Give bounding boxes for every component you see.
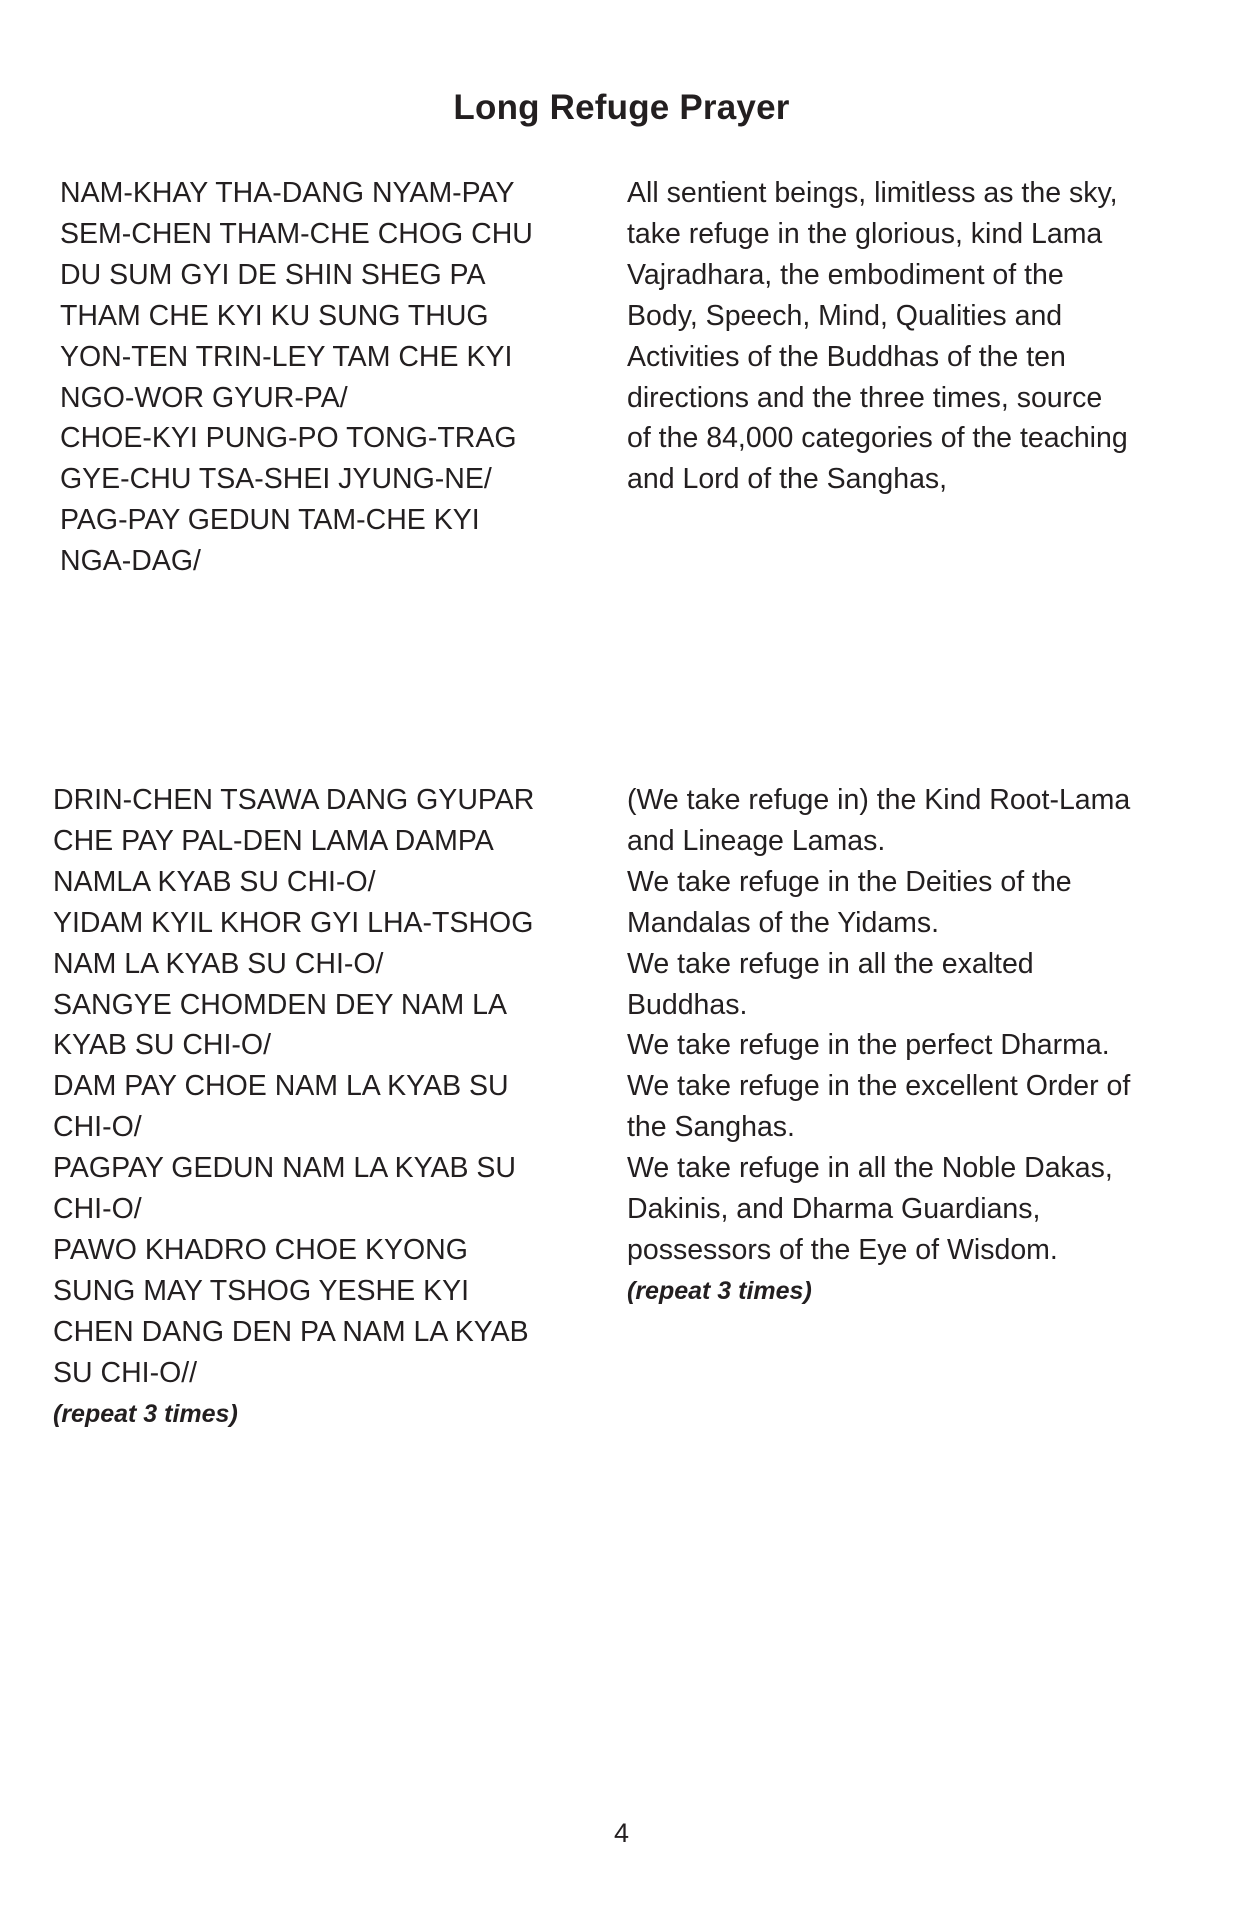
prayer-line: NGA-DAG/ [60,545,201,578]
prayer-line: NAM-KHAY THA-DANG NYAM-PAY [60,177,515,209]
prayer-line: Buddhas. [627,988,748,1021]
prayer-line: and Lord of the Sanghas, [627,463,948,496]
prayer-line: CHOE-KYI PUNG-PO TONG-TRAG [60,422,517,455]
prayer-line: We take refuge in all the exalted [627,947,1034,980]
prayer-line: and Lineage Lamas. [627,824,886,857]
prayer-line: PAG-PAY GEDUN TAM-CHE KYI [60,504,480,537]
prayer-line: SANGYE CHOMDEN DEY NAM LA [53,988,507,1021]
prayer-line: PAWO KHADRO CHOE KYONG [53,1233,468,1266]
prayer-line: Vajradhara, the embodiment of the [627,258,1064,291]
repeat-note: (repeat 3 times) [627,1276,812,1305]
prayer-line: We take refuge in the Deities of the [627,865,1072,898]
prayer-line: KYAB SU CHI-O/ [53,1029,272,1062]
prayer-line: the Sanghas. [627,1111,795,1144]
prayer-line: DU SUM GYI DE SHIN SHEG PA [60,258,486,291]
prayer-line: DAM PAY CHOE NAM LA KYAB SU [53,1070,509,1103]
prayer-line: Activities of the Buddhas of the ten [627,340,1066,373]
prayer-line: THAM CHE KYI KU SUNG THUG [60,299,489,332]
section2-tibetan-column [53,780,534,1434]
prayer-line: CHI-O/ [53,1111,142,1144]
prayer-line: Dakinis, and Dharma Guardians, [627,1193,1041,1226]
prayer-line: NGO-WOR GYUR-PA/ [60,381,348,414]
page-number: 4 [613,1818,630,1848]
prayer-line: PAGPAY GEDUN NAM LA KYAB SU [53,1152,516,1185]
prayer-line: SEM-CHEN THAM-CHE CHOG CHU [60,217,533,250]
prayer-line: All sentient beings, limitless as the sky, [627,177,1118,209]
prayer-line: YIDAM KYIL KHOR GYI LHA-TSHOG [53,906,534,939]
prayer-line: Body, Speech, Mind, Qualities and [627,299,1063,332]
section1-tibetan-column [60,173,533,582]
prayer-line: NAM LA KYAB SU CHI-O/ [53,947,384,980]
prayer-line: of the 84,000 categories of the teaching [627,422,1128,455]
prayer-line: CHEN DANG DEN PA NAM LA KYAB [53,1315,529,1348]
prayer-line: CHE PAY PAL-DEN LAMA DAMPA [53,824,494,857]
prayer-line: CHI-O/ [53,1193,142,1226]
prayer-line: directions and the three times, source [627,381,1103,414]
prayer-line: GYE-CHU TSA-SHEI JYUNG-NE/ [60,463,492,496]
prayer-line: (We take refuge in) the Kind Root-Lama [627,784,1131,816]
section2-english-column [627,780,1130,1311]
section1-english-column [627,173,1128,500]
prayer-line: possessors of the Eye of Wisdom. [627,1233,1058,1266]
prayer-line: We take refuge in the perfect Dharma. [627,1029,1110,1062]
prayer-line: take refuge in the glorious, kind Lama [627,217,1103,250]
prayer-line: SUNG MAY TSHOG YESHE KYI [53,1274,470,1307]
prayer-line: We take refuge in the excellent Order of [627,1070,1131,1103]
page-title: Long Refuge Prayer [453,88,790,127]
prayer-line: NAMLA KYAB SU CHI-O/ [53,865,376,898]
repeat-note: (repeat 3 times) [53,1399,238,1428]
prayer-line: SU CHI-O// [53,1356,198,1389]
prayer-line: We take refuge in all the Noble Dakas, [627,1152,1113,1185]
prayer-line: Mandalas of the Yidams. [627,906,940,939]
prayer-line: YON-TEN TRIN-LEY TAM CHE KYI [60,340,513,373]
prayer-line: DRIN-CHEN TSAWA DANG GYUPAR [53,784,535,816]
